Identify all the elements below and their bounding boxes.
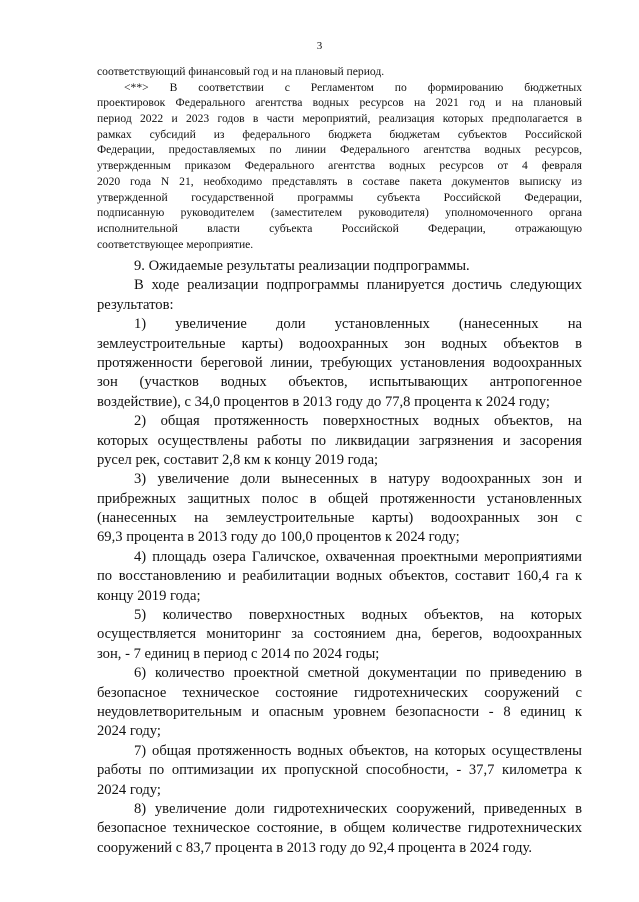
main-text-block: [97, 257, 582, 858]
body-line: 7) общая протяженность водных объектов, на которых осуществлены: [134, 742, 582, 759]
section-heading: 9. Ожидаемые результаты реализации подпрограммы.: [134, 258, 470, 274]
body-line: безопасное техническое состояние, в общем количестве гидротехнических: [97, 820, 582, 837]
body-line: безопасное техническое состояние гидротехнических сооружений с: [97, 684, 582, 701]
body-line: осуществляется мониторинг за состоянием дна, берегов, водоохранных: [97, 626, 582, 643]
page-number: 3: [316, 40, 323, 52]
footnote-line: период 2022 и 2023 годов в части мероприятий, реализация которых предполагается в: [97, 112, 582, 126]
body-line: прибрежных защитных полос в общей протяженности установленных: [97, 490, 582, 507]
body-line: воздействие), с 34,0 процентов в 2013 году до 77,8 процента к 2024 году;: [97, 393, 550, 410]
body-line: 8) увеличение доли гидротехнических сооружений, приведенных в: [134, 800, 582, 817]
body-line: сооружений с 83,7 процента в 2013 году до 92,4 процента в 2024 году.: [97, 839, 532, 856]
body-line: протяженности береговой линии, требующих установления водоохранных: [97, 354, 582, 371]
footnote-line: <**> В соответствии с Регламентом по формированию бюджетных: [124, 80, 582, 94]
body-line: русел рек, составит 2,8 км к концу 2019 года;: [97, 451, 379, 468]
footnote-line: утвержденным приказом Федерального агентства водных ресурсов от 4 февраля: [97, 159, 582, 173]
body-line: 4) площадь озера Галичское, охваченная проектными мероприятиями: [134, 548, 582, 565]
body-line: В ходе реализации подпрограммы планируется достичь следующих: [134, 277, 582, 294]
body-line: по восстановлению и реабилитации водных объектов, составит 160,4 га к: [97, 568, 582, 585]
body-line: 6) количество проектной сметной документации по приведению в: [134, 665, 582, 682]
body-line: землеустроительные карты) водоохранных зон водных объектов в: [97, 335, 582, 352]
body-line: 69,3 процента в 2013 году до 100,0 процентов к 2024 году;: [97, 529, 460, 546]
body-line: 5) количество поверхностных водных объектов, на которых: [134, 607, 582, 624]
body-line: (нанесенных на землеустроительные карты) водоохранных зон с: [97, 510, 582, 527]
body-line: результатов:: [97, 296, 174, 313]
body-line: 2) общая протяженность поверхностных водных объектов, на: [134, 413, 582, 430]
body-line: 2024 году;: [97, 781, 161, 798]
footnote-line: Федерации, предоставляемых по линии Федерального агентства водных ресурсов,: [97, 143, 582, 157]
footnote-line: соответствующее мероприятие.: [97, 237, 254, 251]
body-line: зон, - 7 единиц в период с 2014 по 2024 годы;: [97, 645, 380, 662]
footnote-line: проектировок Федерального агентства водных ресурсов на 2021 год и на плановый: [97, 96, 582, 110]
footnote-line: исполнительной власти субъекта Российской Федерации, отражающую: [97, 221, 582, 235]
footnote-line: соответствующий финансовый год и на плановый период.: [97, 65, 385, 78]
footnote-block: [97, 64, 582, 252]
body-line: 3) увеличение доли вынесенных в натуру водоохранных зон и: [134, 471, 582, 488]
footnote-line: 2020 года N 21, необходимо представлять в составе пакета документов выписку из: [97, 174, 582, 188]
footnote-line: утвержденной государственной программы субъекта Российской Федерации,: [97, 190, 582, 204]
footnote-line: подписанную руководителем (заместителем руководителя) уполномоченного органа: [97, 206, 582, 220]
body-line: 2024 году;: [97, 723, 161, 740]
body-line: которых осуществлены работы по ликвидации загрязнения и засорения: [97, 432, 582, 449]
body-line: неудовлетворительным и опасным уровнем безопасности - 8 единиц к: [97, 703, 582, 720]
body-line: 1) увеличение доли установленных (нанесенных на: [134, 316, 582, 333]
body-line: работы по оптимизации их пропускной способности, - 37,7 километра к: [97, 762, 582, 779]
body-line: зон (участков водных объектов, испытывающих антропогенное: [97, 374, 582, 391]
footnote-line: рамках субсидий из федерального бюджета бюджетам субъектов Российской: [97, 127, 582, 141]
body-line: концу 2019 года;: [97, 587, 201, 604]
